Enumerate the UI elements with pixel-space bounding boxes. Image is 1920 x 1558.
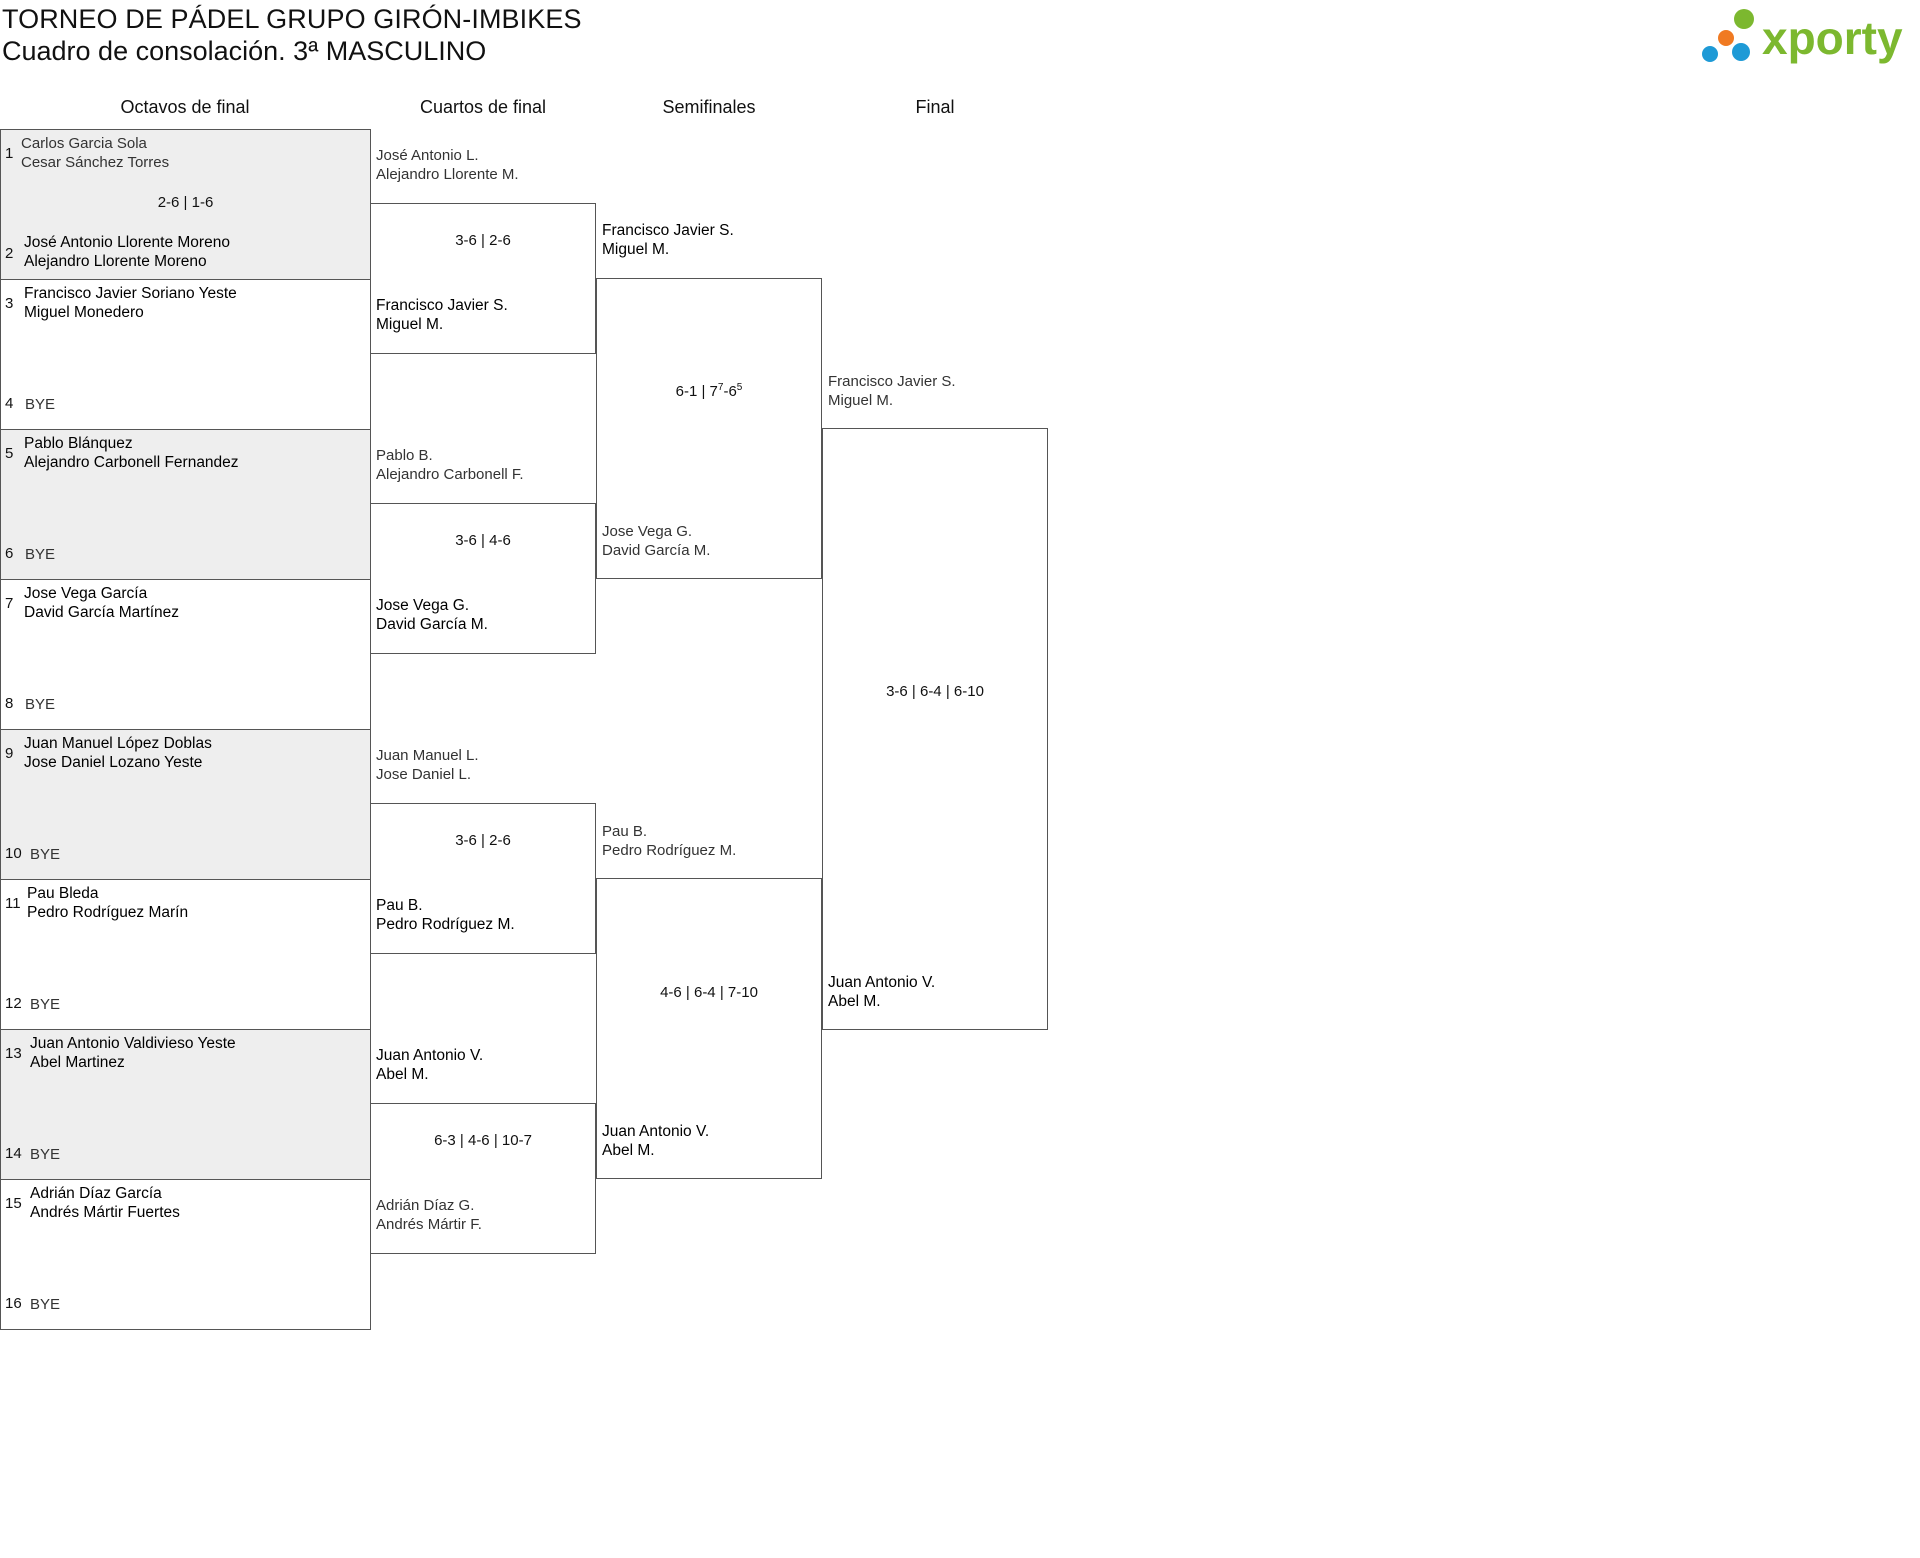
player-name: Cesar Sánchez Torres (21, 154, 170, 171)
player-name: Alejandro Carbonell Fernandez (24, 454, 239, 471)
match-score: 3-6 | 4-6 (455, 532, 511, 549)
player-name: Adrián Díaz G. (376, 1197, 475, 1214)
seed-number: 4 (5, 395, 14, 412)
player-name: Jose Vega G. (602, 523, 693, 540)
xporty-logo (1696, 4, 1920, 72)
player-name: Juan Antonio V. (376, 1047, 484, 1064)
match-score: 4-6 | 6-4 | 7-10 (660, 984, 758, 1001)
player-name: Abel M. (376, 1066, 429, 1083)
logo-dot-blue-2 (1702, 46, 1718, 62)
player-name: Pau Bleda (27, 885, 99, 902)
match-score: 3-6 | 6-4 | 6-10 (886, 683, 984, 700)
player-name: Pedro Rodríguez M. (376, 916, 515, 933)
player-name: Jose Vega García (24, 585, 148, 602)
bracket-subtitle: Cuadro de consolación. 3ª MASCULINO (2, 36, 487, 66)
player-name: Miguel M. (376, 316, 444, 333)
seed-number: 16 (5, 1295, 22, 1312)
final-match (822, 428, 1048, 1030)
player-name: BYE (25, 696, 56, 713)
player-name: Adrián Díaz García (30, 1185, 162, 1202)
match-score: 3-6 | 2-6 (455, 232, 511, 249)
match-score: 2-6 | 1-6 (157, 194, 214, 211)
seed-number: 8 (5, 695, 14, 712)
seed-number: 14 (5, 1145, 22, 1162)
player-name: Juan Manuel López Doblas (24, 735, 212, 752)
player-name: BYE (25, 396, 56, 413)
round-header-octavos: Octavos de final (120, 97, 250, 117)
seed-number: 3 (5, 295, 14, 312)
player-name: BYE (25, 546, 56, 563)
player-name: Juan Antonio V. (602, 1123, 710, 1140)
player-name: Miguel M. (602, 241, 670, 258)
logo-dot-orange (1718, 30, 1734, 46)
player-name: Jose Daniel Lozano Yeste (24, 754, 203, 771)
player-name: Juan Manuel L. (376, 747, 479, 764)
player-name: Pedro Rodríguez M. (602, 842, 737, 859)
player-name: BYE (30, 1146, 61, 1163)
round-header-final: Final (915, 97, 955, 117)
player-name: BYE (30, 1296, 61, 1313)
player-name: Pau B. (376, 897, 423, 914)
player-name: Carlos Garcia Sola (21, 135, 147, 152)
match-score: 6-3 | 4-6 | 10-7 (434, 1132, 532, 1149)
seed-number: 5 (5, 445, 14, 462)
player-name: Alejandro Carbonell F. (376, 466, 524, 483)
player-name: Miguel Monedero (24, 304, 144, 321)
seed-number: 1 (5, 145, 14, 162)
player-name: Miguel M. (828, 392, 894, 409)
player-name: Abel M. (828, 993, 881, 1010)
player-name: Jose Vega G. (376, 597, 470, 614)
seed-number: 12 (5, 995, 22, 1012)
player-name: BYE (30, 996, 61, 1013)
player-name: Francisco Javier S. (828, 373, 956, 390)
player-name: Abel M. (602, 1142, 655, 1159)
seed-number: 7 (5, 595, 14, 612)
round-header-cuartos: Cuartos de final (419, 97, 547, 117)
player-name: Andrés Mártir Fuertes (30, 1204, 180, 1221)
player-name: Andrés Mártir F. (376, 1216, 482, 1233)
player-name: Pablo B. (376, 447, 433, 464)
player-name: David García M. (602, 542, 711, 559)
player-name: Alejandro Llorente Moreno (24, 253, 207, 270)
player-name: Alejandro Llorente M. (376, 166, 519, 183)
player-name: Francisco Javier Soriano Yeste (24, 285, 237, 302)
player-name: Pablo Blánquez (24, 435, 133, 452)
player-name: Juan Antonio Valdivieso Yeste (30, 1035, 236, 1052)
player-name: BYE (30, 846, 61, 863)
seed-number: 2 (5, 245, 14, 262)
seed-number: 6 (5, 545, 14, 562)
seed-number: 11 (5, 895, 21, 912)
player-name: Francisco Javier S. (602, 222, 734, 239)
player-name: Jose Daniel L. (376, 766, 472, 783)
player-name: David García Martínez (24, 604, 180, 621)
seed-number: 10 (5, 845, 22, 862)
player-name: Pau B. (602, 823, 648, 840)
player-name: Francisco Javier S. (376, 297, 508, 314)
player-name: David García M. (376, 616, 488, 633)
player-name: Pedro Rodríguez Marín (27, 904, 189, 921)
logo-dot-green (1734, 9, 1754, 29)
match-score: 3-6 | 2-6 (455, 832, 511, 849)
seed-number: 15 (5, 1195, 22, 1212)
player-name: José Antonio Llorente Moreno (24, 234, 230, 251)
round-header-semifinales: Semifinales (662, 97, 756, 117)
match-score: 6-1 | $7^7-6^5$ (675, 382, 743, 400)
player-name: Juan Antonio V. (828, 974, 936, 991)
player-name: Abel Martinez (30, 1054, 125, 1071)
seed-number: 9 (5, 745, 14, 762)
player-name: José Antonio L. (376, 147, 479, 164)
logo-dot-blue-1 (1732, 43, 1750, 61)
tournament-title: TORNEO DE PÁDEL GRUPO GIRÓN-IMBIKES (2, 4, 582, 34)
seed-number: 13 (5, 1045, 22, 1062)
logo-text: xporty (1762, 12, 1903, 64)
